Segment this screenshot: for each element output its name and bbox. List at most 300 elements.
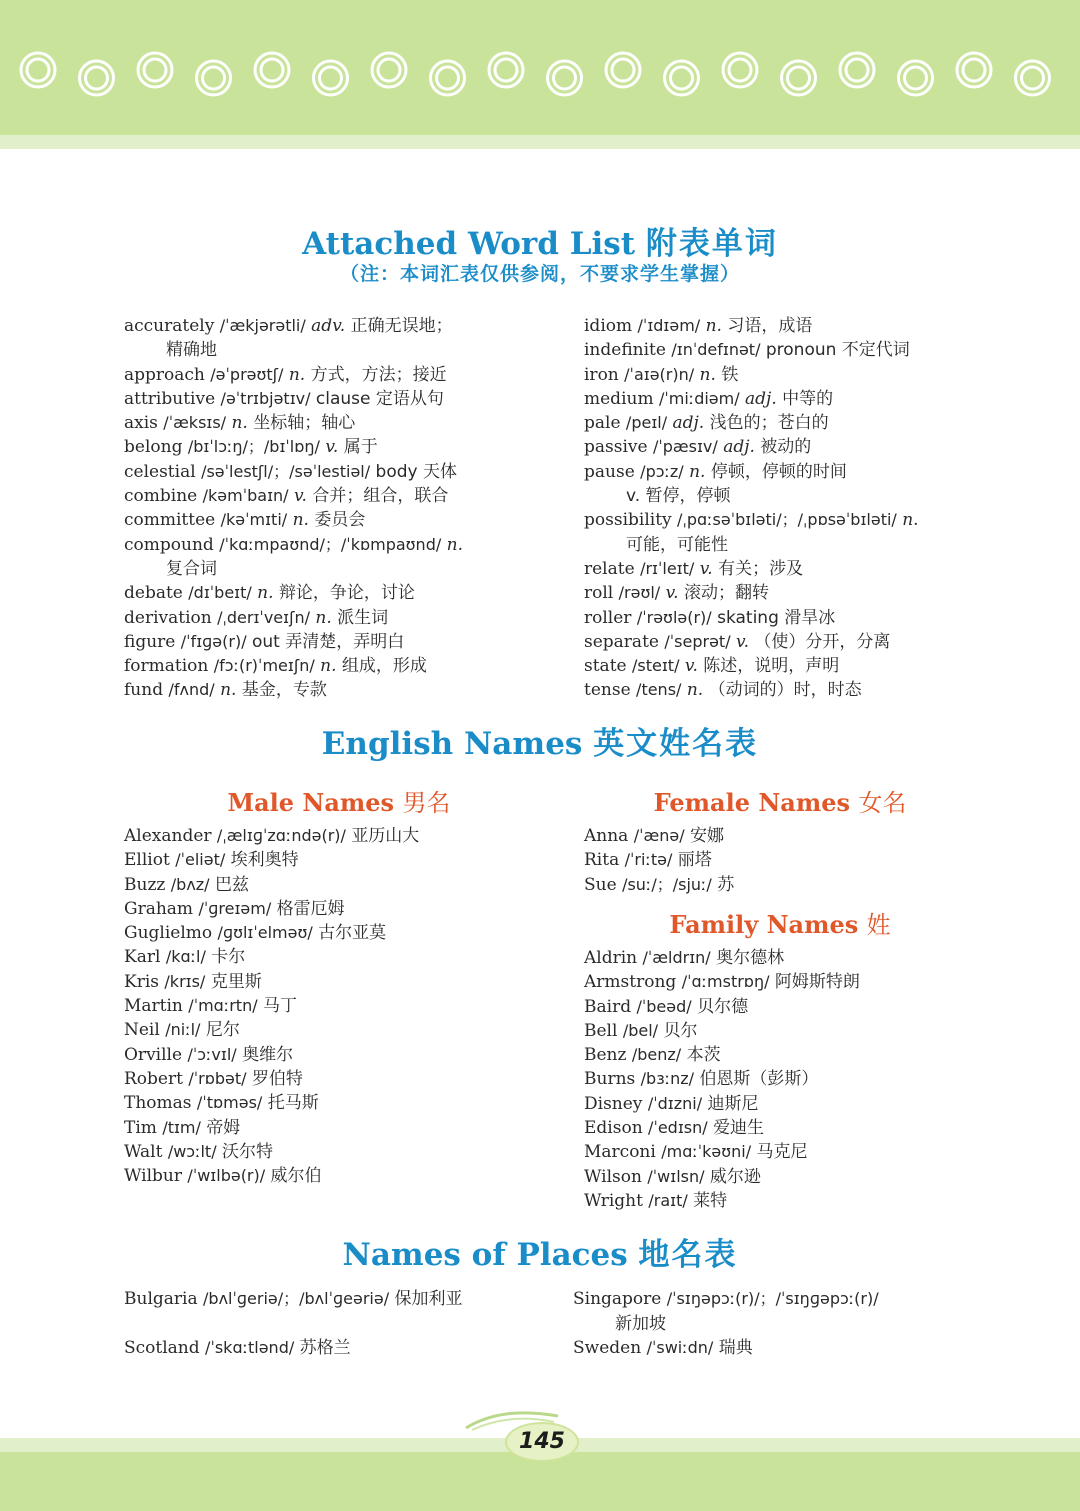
- entry-phonetic: /ˈpæsɪv/: [652, 437, 718, 457]
- entry-phonetic: /ˈskɑːtlənd/: [205, 1337, 295, 1357]
- entry-row: [573, 1336, 1033, 1361]
- entry-row: [584, 1019, 1024, 1043]
- entry-phonetic: /ˈæksɪs/: [163, 413, 227, 433]
- entry-phonetic: /ˈrɒbət/: [188, 1068, 247, 1088]
- entry-row: [584, 460, 1024, 484]
- entry-row: [584, 970, 1024, 994]
- entry-phonetic: /ˈɪdɪəm/: [637, 316, 701, 335]
- entry-row: [584, 1165, 1024, 1189]
- places-right-column: [573, 1287, 1033, 1361]
- entry-part-of-speech: n.: [257, 583, 274, 604]
- female-names-title-en: Female Names: [653, 788, 850, 817]
- entry-phonetic: /dɪˈbeɪt/: [188, 583, 252, 603]
- entry-row: [584, 1092, 1024, 1116]
- entry-phonetic: /bʌz/: [170, 874, 210, 894]
- entry-phonetic: /pɔːz/: [640, 461, 684, 481]
- entry-row: [124, 848, 554, 872]
- entry-row: [124, 581, 554, 605]
- entry-row: [124, 314, 554, 338]
- entry-phonetic: /kɑːl/: [165, 947, 206, 967]
- entry-word: Robert: [124, 1068, 183, 1089]
- word-list-title-zh: 附表单词: [645, 226, 778, 262]
- ring-shape: [905, 67, 927, 89]
- entry-definition: 委员会: [314, 510, 366, 531]
- entry-word: relate: [584, 558, 635, 579]
- entry-row: [584, 654, 1024, 678]
- entry-definition: 威尔逊: [709, 1166, 761, 1187]
- entry-definition: 贝尔: [663, 1020, 698, 1041]
- entry-definition: 威尔伯: [270, 1166, 322, 1187]
- entry-definition: 苏: [717, 874, 735, 895]
- entry-part-of-speech: n.: [902, 510, 919, 531]
- entry-word: passive: [584, 437, 648, 458]
- female-names-list: [584, 824, 1024, 897]
- entry-word: Guglielmo: [124, 923, 213, 944]
- entry-row: [584, 1067, 1024, 1091]
- places-left-column: [124, 1287, 564, 1360]
- entry-word: Disney: [584, 1093, 643, 1114]
- entry-row: [584, 435, 1024, 459]
- entry-phonetic: /tɪm/: [162, 1117, 201, 1137]
- entry-part-of-speech: n.: [699, 364, 716, 385]
- entry-row: [584, 848, 1024, 872]
- entry-word: axis: [124, 413, 158, 434]
- entry-word: Rita: [584, 850, 620, 871]
- entry-definition: 格雷厄姆: [276, 898, 345, 919]
- word-list-title-en: Attached Word List: [302, 226, 636, 262]
- entry-word: combine: [124, 486, 198, 507]
- entry-phonetic: /peɪl/: [625, 413, 668, 433]
- entry-part-of-speech: n.: [686, 680, 704, 701]
- entry-word: belong: [124, 437, 183, 458]
- entry-word: Thomas: [124, 1093, 192, 1114]
- entry-definition: 停顿，停顿的时间: [710, 461, 847, 482]
- entry-definition: 基金，专款: [241, 680, 327, 701]
- entry-definition: 古尔亚莫: [318, 923, 387, 944]
- entry-row: [124, 435, 554, 459]
- entry-definition: 巴兹: [214, 874, 249, 895]
- entry-row: [573, 1287, 1033, 1312]
- entry-phonetic: /ˌderɪˈveɪʃn/: [217, 607, 310, 627]
- entry-continuation: [124, 557, 554, 581]
- entry-row: [584, 363, 1024, 387]
- entry-phonetic: /əˈprəʊtʃ/: [210, 364, 284, 384]
- male-names-title: [124, 783, 554, 818]
- entry-row: [124, 484, 554, 508]
- entry-phonetic: /bɜːnz/: [640, 1069, 695, 1089]
- entry-row: [124, 1043, 554, 1067]
- entry-phonetic: /rəʊl/: [618, 583, 661, 603]
- entry-row: [124, 1018, 554, 1042]
- entry-definition: 贝尔德: [697, 996, 749, 1017]
- entry-phonetic: /ˈɔːvɪl/: [187, 1044, 237, 1064]
- entry-row: [124, 1140, 554, 1164]
- entry-word: iron: [584, 364, 619, 385]
- entry-row: [124, 387, 554, 411]
- entry-row: [584, 995, 1024, 1019]
- entry-phonetic: /səˈlestʃl/；/səˈlestiəl/: [201, 461, 371, 481]
- entry-part-of-speech: adj.: [745, 388, 777, 409]
- entry-row: [124, 945, 554, 969]
- entry-definition: （动词的）时，时态: [708, 680, 862, 701]
- entry-word: Wilson: [584, 1166, 642, 1187]
- entry-definition: 中等的: [782, 388, 834, 409]
- entry-word: debate: [124, 583, 183, 604]
- male-names-title-zh: 男名: [402, 789, 451, 817]
- entry-word: Walt: [124, 1141, 163, 1162]
- ring-shape: [261, 59, 283, 81]
- entry-word: Armstrong: [584, 972, 677, 993]
- entry-word: attributive: [124, 388, 216, 409]
- entry-definition: 有关；涉及: [718, 558, 804, 579]
- entry-definition: 正确无误地；: [350, 316, 453, 336]
- entry-row: [124, 1067, 554, 1091]
- entry-phonetic: /suː/；/sjuː/: [622, 874, 712, 894]
- entry-definition: 丽塔: [677, 850, 712, 871]
- entry-definition: 保加利亚: [394, 1289, 463, 1309]
- entry-word: formation: [124, 656, 209, 677]
- entry-word: medium: [584, 388, 654, 409]
- entry-definition: 马克尼: [756, 1142, 808, 1163]
- entry-part-of-speech: n.: [288, 364, 306, 385]
- entry-phonetic: /ˈtɒməs/: [196, 1093, 263, 1113]
- family-names-title-en: Family Names: [669, 910, 859, 939]
- entry-definition: 本茨: [686, 1045, 721, 1066]
- places-title-zh: 地名表: [638, 1237, 738, 1273]
- ring-shape: [846, 59, 868, 81]
- entry-definition: 坐标轴；轴心: [253, 413, 356, 434]
- entry-phonetic: /bɪˈlɔːŋ/；/bɪˈlɒŋ/: [187, 437, 320, 457]
- entry-definition: 阿姆斯特朗: [774, 972, 860, 993]
- entry-phonetic: /ˈriːtə/: [624, 850, 673, 870]
- entry-continuation: [124, 338, 554, 362]
- entry-row: [124, 411, 554, 435]
- entry-part-of-speech: n.: [220, 680, 237, 701]
- entry-phonetic: /ˈɑːmstrɒŋ/: [681, 972, 770, 992]
- entry-phonetic: /ˈbeəd/: [636, 996, 692, 1016]
- entry-row: [124, 970, 554, 994]
- entry-word: Orville: [124, 1044, 183, 1065]
- entry-word: roller: [584, 607, 632, 628]
- entry-row: [584, 557, 1024, 581]
- entry-phonetic: /ɡʊlɪˈelməʊ/: [217, 923, 313, 943]
- ring-shape: [378, 59, 400, 81]
- entry-definition: out 弄清楚，弄明白: [252, 631, 405, 652]
- entry-phonetic: /ˈaɪə(r)n/: [624, 364, 695, 384]
- entry-word: Karl: [124, 947, 161, 968]
- entry-word: Wright: [584, 1190, 643, 1211]
- entry-word: celestial: [124, 461, 196, 482]
- entry-word: idiom: [584, 316, 633, 336]
- entry-phonetic: /ˈwɪlbə(r)/: [187, 1166, 266, 1186]
- entry-row: [124, 606, 554, 630]
- entry-word: Tim: [124, 1117, 157, 1138]
- entry-row: [124, 678, 554, 702]
- entry-word: tense: [584, 680, 631, 701]
- entry-definition: 陈述，说明，声明: [703, 656, 840, 677]
- entry-part-of-speech: adv.: [311, 316, 346, 336]
- entry-phonetic: /ˈeliət/: [175, 850, 226, 870]
- entry-definition: 沃尔特: [221, 1141, 273, 1162]
- ring-shape: [788, 67, 810, 89]
- entry-definition: 迪斯尼: [707, 1093, 759, 1114]
- entry-row: [124, 824, 554, 848]
- entry-phonetic: /raɪt/: [648, 1190, 688, 1210]
- entry-definition: 埃利奥特: [230, 850, 299, 871]
- entry-word: Aldrin: [584, 948, 638, 968]
- entry-definition: （使）分开，分离: [754, 631, 891, 652]
- entry-phonetic: /benz/: [631, 1045, 682, 1065]
- entry-continued-definition: v. 暂停，停顿: [626, 486, 731, 507]
- entry-word: Burns: [584, 1069, 636, 1090]
- ring-shape: [963, 59, 985, 81]
- entry-word: Scotland: [124, 1337, 200, 1358]
- entry-phonetic: /ˈkɑːmpaʊnd/；/ˈkɒmpaʊnd/: [219, 534, 442, 554]
- entry-word: fund: [124, 680, 164, 701]
- entry-phonetic: /ˈfɪɡə(r)/: [180, 631, 247, 651]
- entry-row: [584, 508, 1024, 532]
- entry-row: [584, 873, 1024, 897]
- entry-phonetic: /ˈældrɪn/: [642, 948, 711, 967]
- entry-word: approach: [124, 364, 205, 385]
- entry-row: [124, 1287, 564, 1312]
- entry-word: Graham: [124, 898, 194, 919]
- entry-definition: 卡尔: [211, 947, 246, 968]
- entry-phonetic: /ˈmɑːrtn/: [188, 996, 258, 1016]
- entry-phonetic: /kəmˈbaɪn/: [202, 486, 289, 506]
- entry-phonetic: /ˈdɪzni/: [647, 1093, 703, 1113]
- page-number: 145: [505, 1422, 579, 1462]
- entry-row: [584, 411, 1024, 435]
- entry-continuation: [573, 1312, 1033, 1337]
- entry-row: [124, 654, 554, 678]
- entry-word: separate: [584, 631, 659, 652]
- entry-row: [584, 1043, 1024, 1067]
- entry-word: Neil: [124, 1020, 160, 1041]
- word-list-note: （注：本词汇表仅供参阅，不要求学生掌握）: [339, 263, 740, 285]
- ring-decoration: [0, 0, 1080, 135]
- entry-continuation: [584, 533, 1024, 557]
- entry-row: [584, 678, 1024, 702]
- entry-row: [124, 1116, 554, 1140]
- entry-phonetic: /rɪˈleɪt/: [640, 558, 695, 578]
- entry-row: [124, 508, 554, 532]
- entry-definition: 亚历山大: [351, 826, 420, 846]
- entry-word: pale: [584, 413, 621, 434]
- entry-phonetic: /ˈænə/: [633, 826, 685, 845]
- entry-definition: 尼尔: [205, 1020, 240, 1041]
- entry-word: Martin: [124, 996, 183, 1017]
- entry-definition: 派生词: [337, 607, 389, 628]
- entry-part-of-speech: n.: [292, 510, 309, 531]
- entry-part-of-speech: n.: [315, 607, 332, 628]
- entry-word: state: [584, 656, 627, 677]
- entry-word: accurately: [124, 316, 215, 336]
- entry-part-of-speech: n.: [231, 413, 248, 434]
- entry-phonetic: /ˈɡreɪəm/: [198, 898, 272, 918]
- entry-definition: 莱特: [693, 1190, 728, 1211]
- entry-row: [124, 1336, 564, 1361]
- entry-phonetic: /kəˈmɪti/: [220, 510, 288, 530]
- female-names-title: [584, 783, 976, 818]
- entry-phonetic: /krɪs/: [164, 971, 206, 991]
- top-stripe: [0, 135, 1080, 149]
- english-names-title: [0, 718, 1080, 763]
- entry-definition: 滚动；翻转: [684, 583, 769, 604]
- entry-word: Marconi: [584, 1142, 656, 1163]
- entry-word: Anna: [584, 826, 629, 846]
- entry-definition: 习语，成语: [727, 316, 813, 336]
- entry-word: Elliot: [124, 850, 170, 871]
- entry-word: Baird: [584, 996, 632, 1017]
- entry-word: indefinite: [584, 340, 666, 361]
- entry-row: [124, 921, 554, 945]
- entry-continued-definition: 复合词: [166, 558, 217, 579]
- entry-part-of-speech: v.: [699, 558, 713, 579]
- entry-word: Sweden: [573, 1338, 642, 1358]
- entry-phonetic: /ˈwɪlsn/: [647, 1166, 705, 1186]
- entry-phonetic: /ˈrəʊlə(r)/: [636, 607, 712, 627]
- entry-definition: skating 滑旱冰: [717, 607, 836, 628]
- entry-part-of-speech: v.: [325, 437, 339, 458]
- entry-word: roll: [584, 583, 614, 604]
- entry-phonetic: /wɔːlt/: [167, 1141, 217, 1161]
- entry-phonetic: /bʌlˈɡeriə/；/bʌlˈɡeəriə/: [203, 1289, 390, 1308]
- entry-row: [124, 630, 554, 654]
- entry-phonetic: /ɪnˈdefɪnət/: [671, 340, 761, 360]
- entry-definition: 克里斯: [210, 971, 262, 992]
- entry-word: Singapore: [573, 1289, 662, 1309]
- entry-word: Sue: [584, 874, 617, 895]
- ring-shape: [320, 67, 342, 89]
- entry-row: [124, 994, 554, 1018]
- entry-definition: 铁: [721, 364, 739, 385]
- entry-row: [584, 387, 1024, 411]
- entry-row: [584, 314, 1024, 338]
- word-list-right-column: [584, 314, 1024, 703]
- entry-definition: 安娜: [690, 826, 724, 846]
- entry-row: [584, 1189, 1024, 1213]
- entry-definition: 组成，形成: [341, 656, 427, 677]
- entry-phonetic: /fɔː(r)ˈmeɪʃn/: [213, 656, 315, 676]
- family-names-title: [584, 905, 976, 940]
- male-names-list: [124, 824, 554, 1188]
- entry-row: [584, 630, 1024, 654]
- entry-phonetic: /steɪt/: [632, 656, 680, 676]
- entry-part-of-speech: adj.: [723, 437, 755, 458]
- ring-shape: [144, 59, 166, 81]
- entry-part-of-speech: n.: [320, 656, 337, 677]
- entry-definition: 合并；组合，联合: [312, 486, 449, 507]
- entry-word: pause: [584, 461, 635, 482]
- entry-part-of-speech: n.: [446, 534, 464, 555]
- entry-definition: 伯恩斯（彭斯）: [699, 1069, 819, 1090]
- entry-word: Benz: [584, 1045, 627, 1066]
- entry-phonetic: /ˌælɪɡˈzɑːndə(r)/: [216, 826, 346, 845]
- entry-phonetic: /ˈækjərətli/: [219, 316, 306, 335]
- entry-definition: 被动的: [760, 437, 812, 458]
- entry-row: [124, 1164, 554, 1188]
- entry-phonetic: /tens/: [636, 680, 682, 700]
- entry-word: figure: [124, 631, 176, 652]
- entry-row: [124, 533, 554, 557]
- entry-continued-definition: 可能，可能性: [626, 534, 728, 555]
- entry-continued-definition: 精确地: [166, 340, 217, 361]
- entry-definition: clause 定语从句: [315, 388, 444, 409]
- places-title-en: Names of Places: [342, 1237, 628, 1273]
- entry-word: Buzz: [124, 874, 166, 895]
- family-names-title-zh: 姓: [866, 911, 891, 939]
- entry-word: compound: [124, 534, 214, 555]
- entry-row: [124, 460, 554, 484]
- entry-continued-definition: 新加坡: [615, 1313, 666, 1334]
- entry-definition: 浅色的；苍白的: [709, 413, 829, 434]
- entry-continuation: [584, 484, 1024, 508]
- entry-definition: pronoun 不定代词: [765, 340, 910, 361]
- entry-phonetic: /ˈsɪŋəpɔː(r)/；/ˈsɪŋɡəpɔː(r)/: [666, 1289, 879, 1308]
- ring-shape: [554, 67, 576, 89]
- entry-definition: 马丁: [263, 996, 298, 1017]
- ring-shape: [86, 67, 108, 89]
- entry-word: Edison: [584, 1118, 643, 1139]
- entry-definition: 托马斯: [267, 1093, 319, 1114]
- entry-word: Bell: [584, 1020, 618, 1041]
- male-names-title-en: Male Names: [227, 788, 395, 817]
- ring-shape: [27, 59, 49, 81]
- entry-word: Kris: [124, 971, 159, 992]
- entry-phonetic: /fʌnd/: [168, 680, 215, 700]
- entry-definition: 属于: [343, 437, 378, 458]
- family-names-list: [584, 946, 1024, 1213]
- word-list-title: [0, 218, 1080, 263]
- english-names-title-zh: 英文姓名表: [593, 726, 759, 762]
- entry-row: [124, 873, 554, 897]
- female-names-title-zh: 女名: [858, 789, 907, 817]
- ring-shape: [437, 67, 459, 89]
- entry-part-of-speech: n.: [705, 316, 722, 336]
- entry-definition: 方式，方法；接近: [310, 364, 447, 385]
- entry-row: [584, 946, 1024, 970]
- entry-part-of-speech: v.: [665, 583, 679, 604]
- ring-shape: [729, 59, 751, 81]
- entry-phonetic: /ˌpɑːsəˈbɪləti/；/ˌpɒsəˈbɪləti/: [677, 510, 897, 530]
- entry-part-of-speech: adj.: [672, 413, 705, 434]
- english-names-title-en: English Names: [321, 726, 583, 762]
- entry-row: [584, 338, 1024, 362]
- entry-word: committee: [124, 510, 216, 531]
- entry-phonetic: /bel/: [622, 1020, 659, 1040]
- ring-shape: [203, 67, 225, 89]
- entry-phonetic: /əˈtrɪbjətɪv/: [220, 388, 311, 408]
- entry-definition: 爱迪生: [713, 1118, 765, 1139]
- entry-row: [124, 1091, 554, 1115]
- ring-shape: [495, 59, 517, 81]
- entry-phonetic: /mɑːˈkəʊni/: [661, 1142, 752, 1162]
- entry-definition: body 天体: [375, 461, 457, 482]
- word-list-left-column: [124, 314, 554, 703]
- entry-word: Alexander: [124, 826, 212, 846]
- entry-definition: 帝姆: [206, 1117, 241, 1138]
- entry-definition: 罗伯特: [251, 1068, 303, 1089]
- entry-row: [584, 824, 1024, 848]
- entry-phonetic: /ˈmiːdiəm/: [658, 388, 740, 408]
- entry-definition: 瑞典: [718, 1338, 753, 1358]
- entry-word: Wilbur: [124, 1166, 183, 1187]
- entry-phonetic: /ˈswiːdn/: [646, 1338, 714, 1357]
- entry-definition: 辩论，争论，讨论: [278, 583, 415, 604]
- places-title: [0, 1229, 1080, 1274]
- ring-shape: [612, 59, 634, 81]
